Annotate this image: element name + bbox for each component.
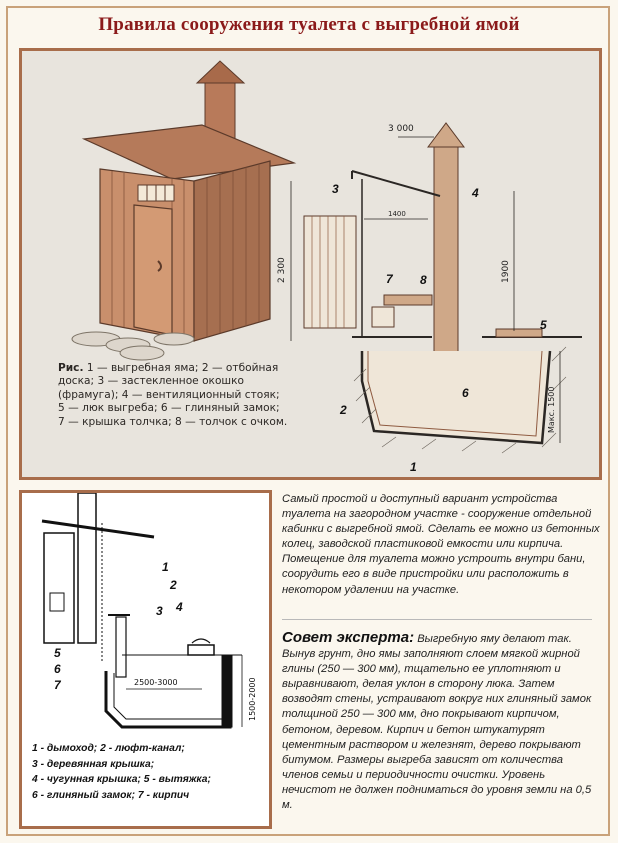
caption-label: Рис. bbox=[58, 362, 84, 374]
intro-paragraph: Самый простой и доступный вариант устройства туалета на загородном участке - сооружение отдельной кабинки с выгребной ямой. Сделать ее можно из бетонных колец, заводской пластиковой емкости или кирпича. Помещение для туалета можно устроить внутри бани, соорудить его в виде пристройки или расположить в некотором удалении на участке. bbox=[282, 493, 600, 596]
dim-inner: 1400 bbox=[388, 210, 406, 218]
legend-line: 6 - глиняный замок; 7 - кирпич bbox=[32, 789, 190, 801]
bottom-callout-3: 3 bbox=[156, 604, 163, 618]
callout-2: 2 bbox=[340, 403, 347, 417]
tip-text: Выгребную яму делают так. Вынув грунт, дно ямы заполняют слоем мягкой жирной глины (250 — 300 мм), тщательно ее уплотняют и выравнивают, делая уклон в сторону люка. Затем возводят стены, устраивают вокруг них глиняный замок толщиной 250 — 300 мм, дно покрывают кирпичом, бетоном, деревом. Кирпич и бетон штукатурят цементным раствором и железнят, дерево покрывают битумом. Размеры выгреба зависят от количества членов семьи и периодичности очистки. Уровень нечистот не должен подниматься до уровня земли на 0,5 м. bbox=[282, 633, 592, 812]
bottom-callout-4: 4 bbox=[176, 600, 183, 614]
expert-tip bbox=[282, 630, 600, 813]
callout-3: 3 bbox=[332, 182, 339, 196]
bottom-callout-1: 1 bbox=[162, 560, 169, 574]
legend-line: 1 - дымоход; 2 - люфт-канал; bbox=[32, 743, 185, 754]
outhouse-drawing bbox=[72, 61, 294, 360]
callout-1: 1 bbox=[410, 460, 417, 474]
callout-4: 4 bbox=[472, 186, 479, 200]
callout-7: 7 bbox=[386, 272, 393, 286]
dim-height-right: 1900 bbox=[501, 260, 511, 283]
legend-line: 4 - чугунная крышка; 5 - вытяжка; bbox=[32, 774, 211, 785]
callout-6: 6 bbox=[462, 386, 469, 400]
dim-width: 2500-3000 bbox=[134, 678, 178, 687]
dim-height-left: 2 300 bbox=[277, 257, 287, 283]
callout-8: 8 bbox=[420, 273, 427, 287]
section-divider bbox=[282, 619, 592, 620]
top-illustration-panel bbox=[19, 48, 602, 480]
bottom-callout-2: 2 bbox=[170, 578, 177, 592]
legend-line: 3 - деревянная крышка; bbox=[32, 758, 155, 770]
dim-depth: Макс. 1500 bbox=[547, 386, 556, 433]
bottom-illustration-panel bbox=[19, 490, 272, 829]
page-title: Правила сооружения туалета с выгребной ямой bbox=[98, 14, 520, 35]
dim-top: 3 000 bbox=[388, 124, 414, 134]
top-figure-caption bbox=[58, 362, 288, 429]
bottom-callout-6: 6 bbox=[54, 662, 61, 676]
tip-heading: Совет эксперта: bbox=[282, 629, 415, 646]
callout-5: 5 bbox=[540, 318, 547, 332]
bottom-illustration bbox=[22, 493, 269, 733]
cross-section-drawing bbox=[291, 123, 582, 453]
caption-text: 1 — выгребная яма; 2 — отбойная доска; 3 — застекленное окошко (фрамуга); 4 — вентиляционный стояк; 5 — люк выгреба; 6 — глиняный замок; 7 — крышка толчка; 8 — толчок с очком. bbox=[58, 362, 288, 428]
dim-depth-bottom: 1500-2000 bbox=[248, 677, 257, 721]
bottom-callout-7: 7 bbox=[54, 678, 61, 692]
bottom-callout-5: 5 bbox=[54, 646, 61, 660]
bottom-figure-legend bbox=[32, 741, 272, 803]
